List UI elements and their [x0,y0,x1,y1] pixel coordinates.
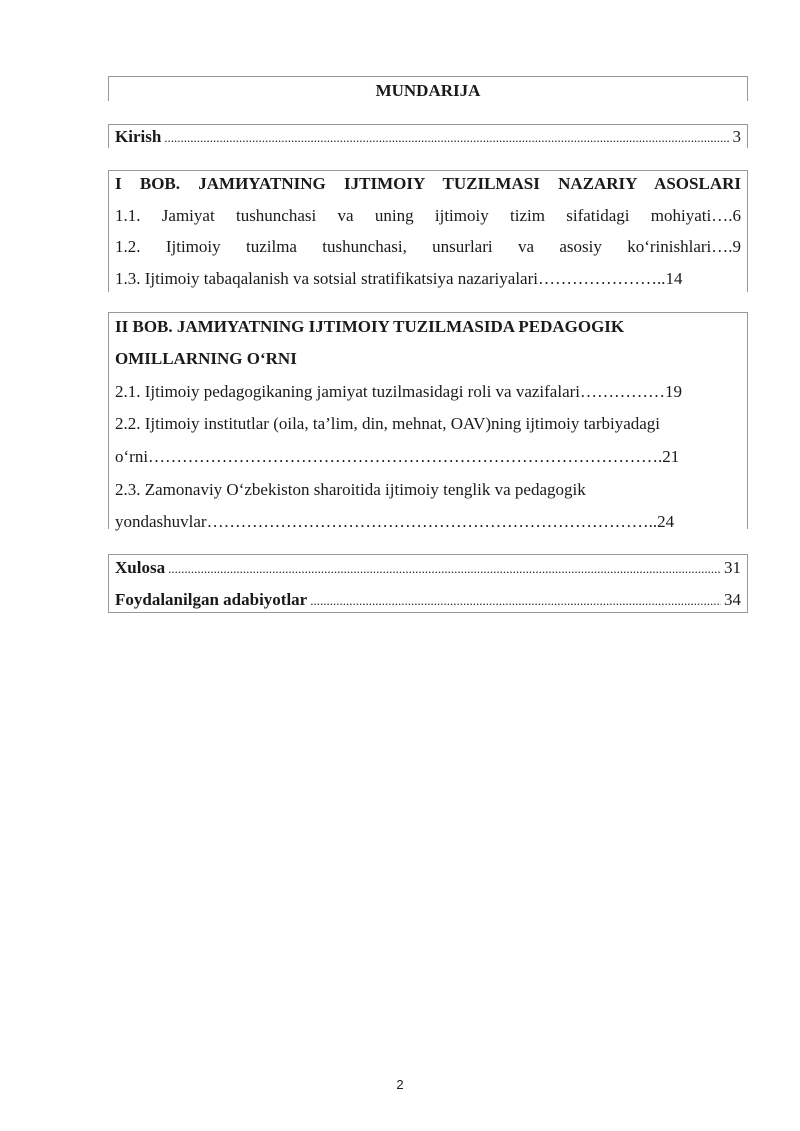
chapter1-heading[interactable]: I BOB. JAMИYATNING IJTIMOIY TUZILMASI NAZARIY ASOSLARI [115,174,741,193]
chapter2-heading-line2[interactable]: OMILLARNING O‘RNI [115,349,297,368]
toc-entry-2-1[interactable]: 2.1. Ijtimoiy pedagogikaning jamiyat tuzilmasidagi roli va vazifalari……………19 [115,382,683,401]
toc-dot-leader [164,127,729,149]
toc-entry-label: Kirish [115,127,162,146]
toc-title-box [108,76,748,101]
chapter2-heading-line1[interactable]: II BOB. JAMИYATNING IJTIMOIY TUZILMASIDA PEDAGOGIK [115,317,625,336]
toc-title: MUNDARIJA [375,81,481,100]
toc-intro-box [108,124,748,148]
toc-end-box [108,554,748,613]
toc-entry-1-3[interactable]: 1.3. Ijtimoiy tabaqalanish va sotsial stratifikatsiya nazariyalari…………………..14 [115,269,683,288]
toc-dot-leader [168,558,721,580]
toc-dot-leader [310,590,721,612]
toc-entry-page: 3 [732,127,741,146]
toc-chapter1-box [108,170,748,292]
toc-entry-references[interactable] [115,589,741,612]
page-number: 2 [396,1077,404,1092]
toc-entry-page: 31 [724,558,741,577]
toc-entry-label: Xulosa [115,558,166,577]
toc-entry-page: 34 [724,590,741,609]
toc-entry-2-2-line1[interactable]: 2.2. Ijtimoiy institutlar (oila, ta’lim, din, mehnat, OAV)ning ijtimoiy tarbiyadagi [115,414,661,433]
toc-entry-1-1[interactable]: 1.1. Jamiyat tushunchasi va uning ijtimoiy tizim sifatidagi mohiyati….6 [115,206,741,225]
toc-entry-conclusion[interactable] [115,557,741,580]
toc-entry-2-3-line2[interactable]: yondashuvlar……………………………………………………………………..24 [115,512,675,531]
toc-entry-2-2-line2[interactable]: o‘rni……………………………………………………………………………….21 [115,447,680,466]
toc-entry-intro[interactable] [115,126,741,149]
toc-entry-2-3-line1[interactable]: 2.3. Zamonaviy O‘zbekiston sharoitida ijtimoiy tenglik va pedagogik [115,480,586,499]
toc-entry-1-2[interactable]: 1.2. Ijtimoiy tuzilma tushunchasi, unsurlari va asosiy ko‘rinishlari….9 [115,237,741,256]
toc-chapter2-box [108,312,748,529]
toc-entry-label: Foydalanilgan adabiyotlar [115,590,308,609]
